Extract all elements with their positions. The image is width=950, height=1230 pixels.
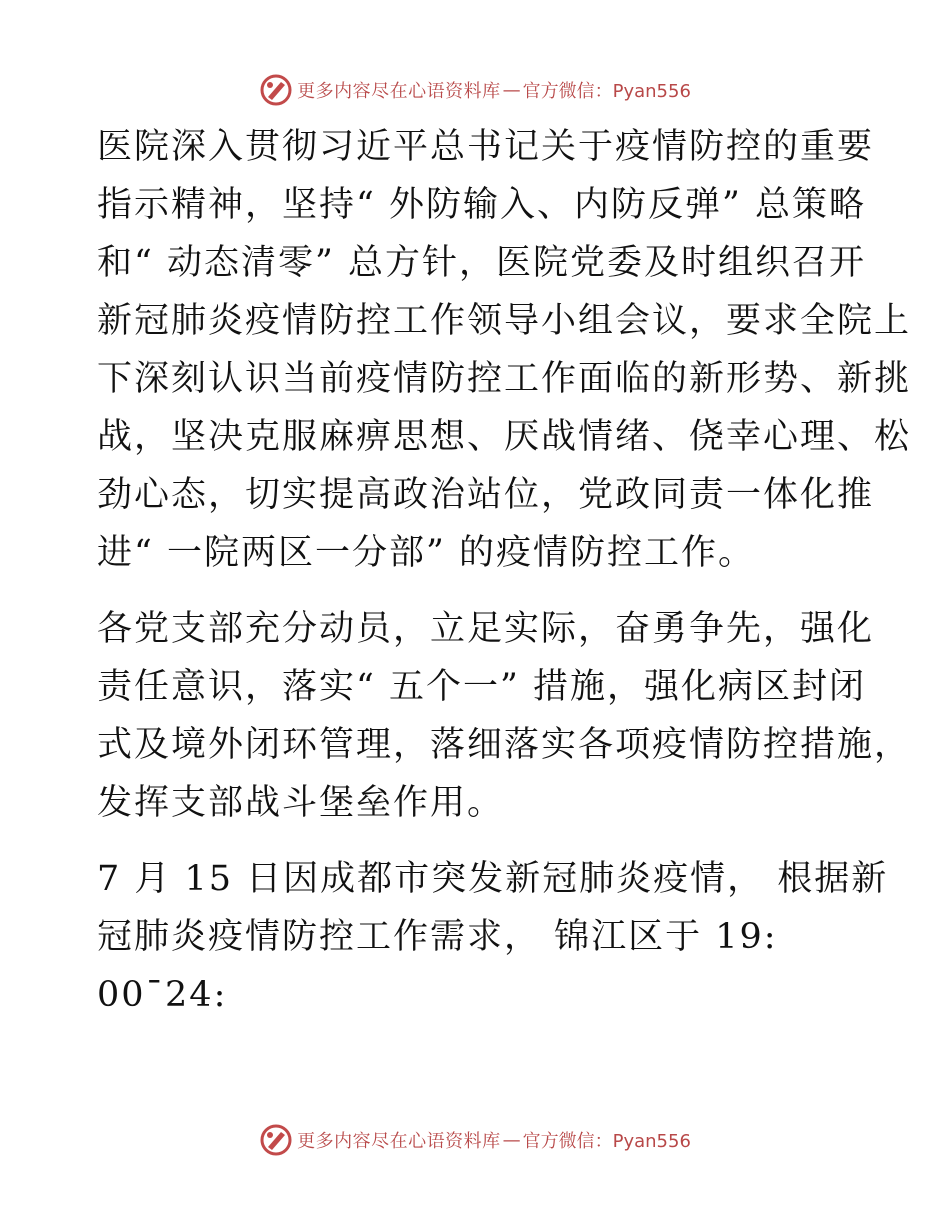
text-line: 式及境外闭环管理，落细落实各项疫情防控措施， [97,725,912,765]
text-line: 00¯24: [97,975,228,1015]
text-line: 医院深入贯彻习近平总书记关于疫情防控的重要 [97,127,875,167]
text-line: 发挥支部战斗堡垒作用。 [97,783,505,823]
banner-separator: — [502,1129,521,1151]
text-line: 和“ 动态清零” 总方针，医院党委及时组织召开 [97,243,867,283]
banner-slogan: 更多内容尽在心语资料库 [297,81,501,102]
header-banner [0,70,950,110]
brand-logo-icon [259,1123,293,1157]
banner-slogan: 更多内容尽在心语资料库 [297,1131,501,1152]
text-line: 下深刻认识当前疫情防控工作面临的新形势、新挑 [97,359,912,399]
text-line: 指示精神，坚持“ 外防输入、内防反弹” 总策略 [97,185,867,225]
text-line: 进“ 一院两区一分部” 的疫情防控工作。 [97,533,756,573]
banner-separator: — [502,79,521,101]
document-body [97,118,912,1042]
banner-wechat: 官方微信：Pyan556 [522,81,691,102]
text-line: 战，坚决克服麻痹思想、厌战情绪、侥幸心理、松 [97,417,912,457]
brand-logo-icon [259,73,293,107]
text-line: 冠肺炎疫情防控工作需求， 锦江区于 19: [97,917,778,957]
text-line: 新冠肺炎疫情防控工作领导小组会议，要求全院上 [97,301,912,341]
footer-banner [0,1120,950,1160]
paragraph-3 [97,850,889,1024]
paragraph-2 [97,600,912,832]
text-line: 责任意识，落实“ 五个一” 措施，强化病区封闭 [97,667,867,707]
text-line: 劲心态，切实提高政治站位，党政同责一体化推 [97,475,875,515]
text-line: 各党支部充分动员，立足实际，奋勇争先，强化 [97,609,875,649]
banner-wechat: 官方微信：Pyan556 [522,1131,691,1152]
paragraph-1 [97,118,912,582]
text-line: 7 月 15 日因成都市突发新冠肺炎疫情， 根据新 [97,859,889,899]
